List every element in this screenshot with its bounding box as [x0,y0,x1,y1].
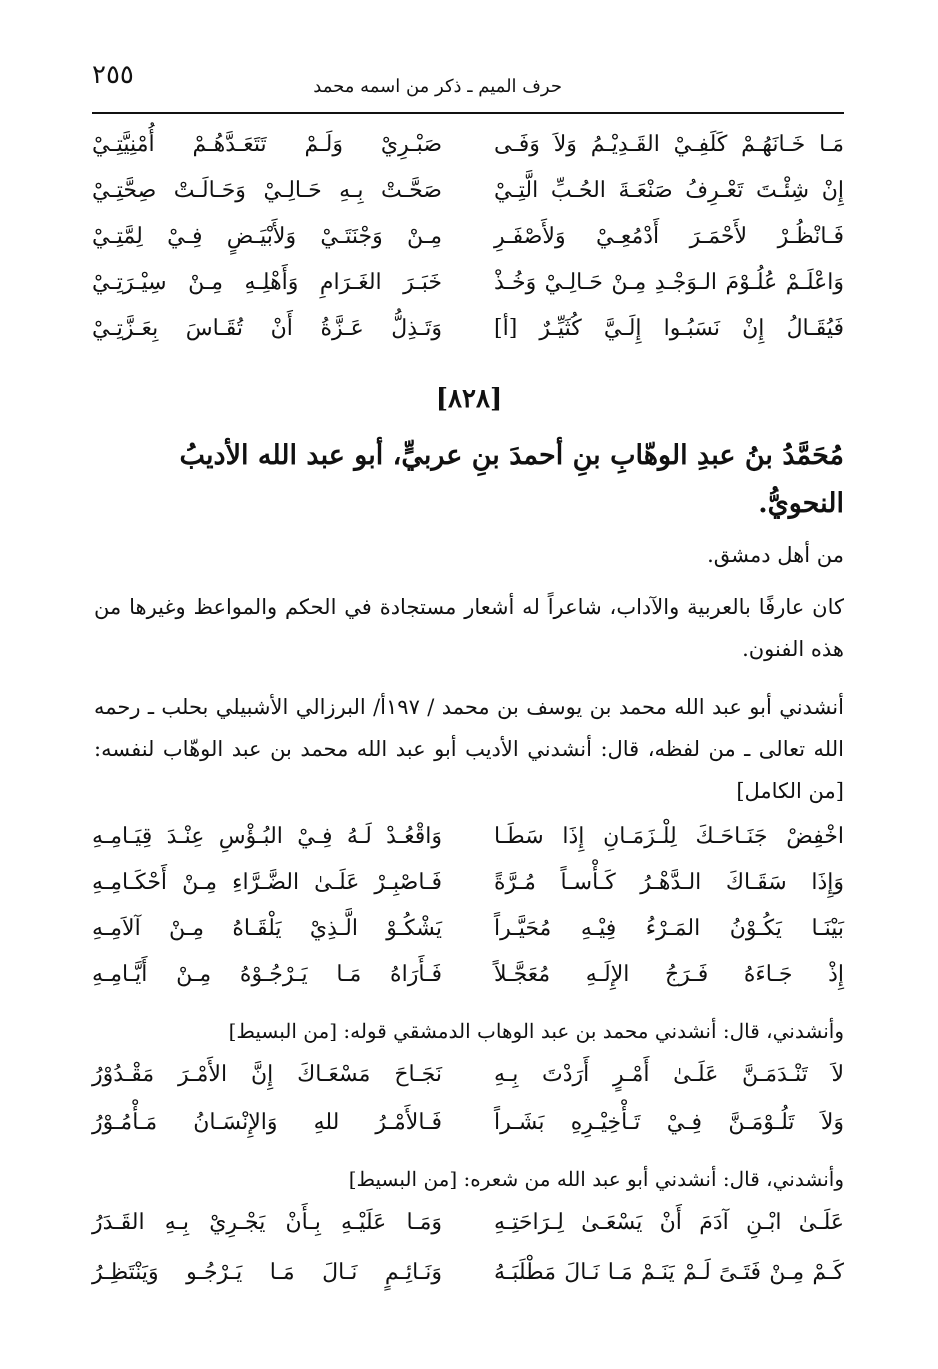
paragraph: كان عارفًا بالعربية والآداب، شاعراً له أشعار مستجادة في الحكم والمواعظ وغيرها من هذه الفنون. [94,595,844,661]
entry-heading: مُحَمَّدُ بنُ عبدِ الوهّابِ بنِ أحمدَ بنِ عربيٍّ، أبو عبد الله الأديبُ النحويُّ. [179,440,844,519]
verse-first-hemistich: لاَ تَنْـدَمَـنَّ عَلَـىٰ أَمْـرٍ أَرَدْتَ بِـهِ [494,1062,844,1087]
verse-first-hemistich: كَـمْ مِـنْ فَتَـىً لَـمْ يَنَـمْ مَـا نَـالَ مَطْلَبَـهُ [494,1260,844,1285]
verse-line [92,866,844,912]
verse-second-hemistich: يَشْكُـوْ الَّـذِيْ يَلْقَـاهُ مِـنْ آلاَمِـهِ [92,916,442,941]
verse-second-hemistich: وَنَـائِـمٍ نَـالَ مَـا يَـرْجُـو وَيَنْتَظِـرُ [92,1260,442,1285]
verse-second-hemistich: صَحَّـتْ بِـهِ حَـالِـيْ وَحَـالَـتْ صِحَّتِـيْ [92,178,442,203]
poem-block-4 [92,1206,844,1306]
verse-second-hemistich: وَاقْعُـدْ لَـهُ فِـيْ البُـؤْسِ عِنْـدَ قِيَـامِـهِ [92,824,442,849]
verse-first-hemistich: مَـا خَـانَهُـمْ كَلَفِـيْ القَـدِيْـمُ وَلاَ وَفَـى [494,132,844,157]
verse-line [92,912,844,958]
paragraph: من أهل دمشق. [707,543,844,567]
paragraph: وأنشدني، قال: أنشدني أبو عبد الله من شعره: [من البسيط] [348,1167,844,1191]
page-header [92,60,842,106]
verse-first-hemistich: بَيْنَـا يَكُـوْنُ المَـرْءُ فِيْـهِ مُحَيَّـراً [494,916,844,941]
verse-line [92,1206,844,1256]
verse-first-hemistich: وَاعْلَـمْ عُلُـوْمَ الـوَجْـدِ مِـنْ حَـالِـيْ وَخُـذْ [494,270,844,295]
entry-number: [٨٢٨] [435,384,503,414]
verse-first-hemistich: اخْفِضْ جَنَـاحَـكَ لِلْـزَمَـانِ إِذَا سَطَـا [494,824,844,849]
paragraph: أنشدني أبو عبد الله محمد بن يوسف بن محمد / ١٩٧أ/ البرزالي الأشبيلي بحلب ـ رحمه الله تعالى ـ من لفظه، قال: أنشدني الأديب أبو عبد الله محمد بن عبد الوهّاب لنفسه: [من الكامل] [94,695,844,803]
verse-first-hemistich: عَلَـىٰ ابْـنِ آدَمَ أَنْ يَسْعَـىٰ لِـرَاحَتِـهِ [494,1210,844,1235]
verse-line [92,220,844,266]
verse-line [92,958,844,1004]
verse-second-hemistich: فَـالأَمْـرُ للهِ وَالإِنْسَـانُ مَـأْمُـوْرُ [92,1110,442,1135]
page-number: ٢٥٥ [92,60,134,90]
verse-line [92,174,844,220]
verse-first-hemistich: إِذْ جَـاءَهُ فَـرَجُ الإِلَـهِ مُعَجَّـلاً [494,962,844,987]
header-rule [92,112,844,114]
verse-first-hemistich: وَلاَ تَلُـوْمَـنَّ فِـيْ تَـأْخِيْـرِهِ بَشَـراً [494,1110,844,1135]
verse-line [92,1058,844,1106]
poem-block-3 [92,1058,844,1154]
running-title: حرف الميم ـ ذكر من اسمه محمد [313,76,562,97]
verse-first-hemistich: وَإِذَا سَقَـاكَ الـدَّهْـرُ كَـأْسـاً مُـرَّةً [494,870,844,895]
verse-second-hemistich: وَمَـا عَلَيْـهِ بِـأَنْ يَجْـرِيْ بِـهِ القَـدَرُ [92,1210,442,1235]
verse-second-hemistich: صَبْـرِيْ وَلَـمْ تَتَعَـدَّهُـمْ أُمْنِيَّتِـيْ [92,132,442,157]
verse-second-hemistich: فَـاصْبِـرْ عَلَـىٰ الضَّـرَّاءِ مِـنْ أَحْكَـامِـهِ [92,870,442,895]
verse-line [92,128,844,174]
verse-first-hemistich: فَيُقَـالُ إِنْ نَسَبُـوا إِلَـيَّ كُثَيِّـرٌ [أ] [494,316,844,341]
poem-block-2 [92,820,844,1004]
verse-line [92,1106,844,1154]
verse-line [92,312,844,358]
verse-second-hemistich: فَـأَرَاهُ مَـا يَـرْجُـوْهُ مِـنْ أَيَّـامِـهِ [92,962,442,987]
verse-second-hemistich: وَتَـذِلُّ عَـزَّةُ أَنْ تُقَـاسَ بِعَـزَّتِـيْ [92,316,442,341]
poem-block-1 [92,128,844,358]
verse-line [92,1256,844,1306]
verse-second-hemistich: مِـنْ وَجْنَتَـيْ وَلأَبْيَـضٍ فِـيْ لِمَّتِـيْ [92,224,442,249]
verse-first-hemistich: إِنْ شِئْـتَ تَعْـرِفُ صَنْعَـةَ الحُـبِّ الَّتِـيْ [494,178,844,203]
paragraph: وأنشدني، قال: أنشدني محمد بن عبد الوهاب الدمشقي قوله: [من البسيط] [228,1019,844,1043]
verse-first-hemistich: فَـانْظُـرْ لأَحْمَـرَ أَدْمُعِـيْ وَلأَصْفَـرِ [494,224,844,249]
verse-line [92,820,844,866]
verse-line [92,266,844,312]
verse-second-hemistich: نَجَـاحَ مَسْعَـاكَ إِنَّ الأَمْـرَ مَقْـدُوْرُ [92,1062,442,1087]
verse-second-hemistich: خَبَـرَ الغَـرَامِ وَأَهْلِـهِ مِـنْ سِيْـرَتِـيْ [92,270,442,295]
